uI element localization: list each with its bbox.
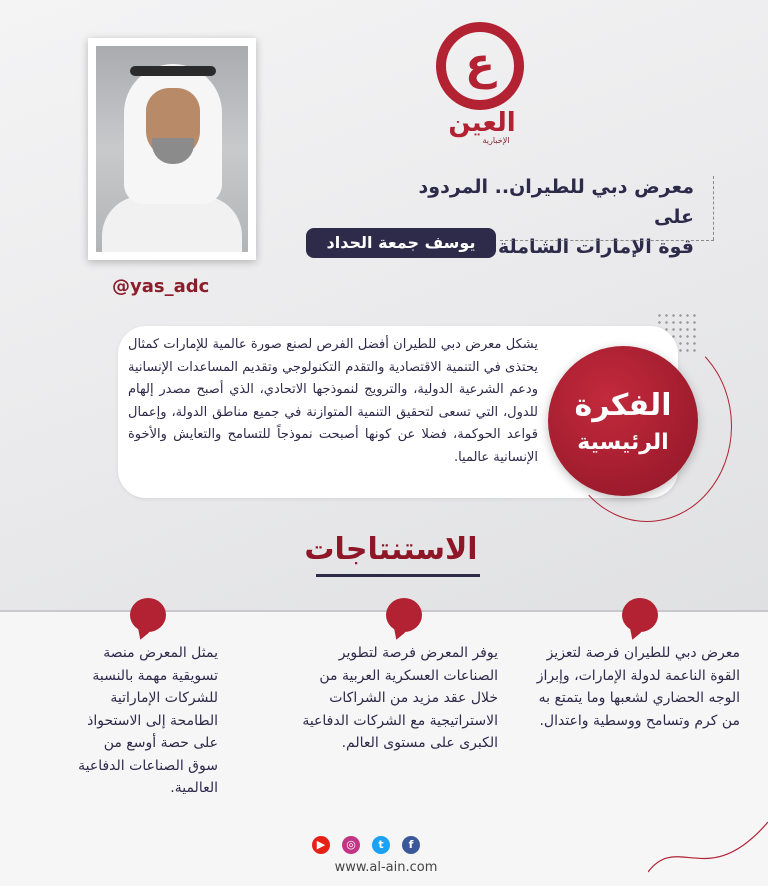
author-handle[interactable]: @yas_adc <box>112 276 210 297</box>
conclusion-item: يوفر المعرض فرصة لتطوير الصناعات العسكرية العربية من خلال عقد مزيد من الشراكات الاستراتيجية مع الشركات الدفاعية الكبرى على مستوى العالم. <box>302 645 498 751</box>
brand-tagline: الإخبارية <box>482 136 510 145</box>
twitter-icon[interactable]: t <box>372 836 390 854</box>
title-line-1: معرض دبي للطيران.. المردود على <box>418 176 694 228</box>
conclusion-item: معرض دبي للطيران فرصة لتعزيز القوة الناعمة لدولة الإمارات، وإبراز الوجه الحضاري لشعبها وما يتمتع به من كرم وتسامح ووسطية واعتدال. <box>536 645 740 729</box>
decorative-curve <box>648 812 768 882</box>
main-idea-label: الرئيسية <box>577 430 669 455</box>
speech-bubble-icon <box>622 598 658 632</box>
dotted-divider <box>500 240 714 241</box>
main-idea-label: الفكرة <box>574 388 672 423</box>
conclusion-item: يمثل المعرض منصة تسويقية مهمة بالنسبة للشركات الإماراتية الطامحة إلى الاستحواذ على حصة أوسع من سوق الصناعات الدفاعية العالمية. <box>78 645 218 796</box>
speech-bubble-icon <box>386 598 422 632</box>
author-name-badge: يوسف جمعة الحداد <box>306 228 496 258</box>
brand-logo <box>436 22 524 110</box>
title-line-2: قوة الإمارات الشاملة <box>497 236 694 258</box>
title-underline <box>316 574 480 577</box>
dotted-divider <box>713 176 714 240</box>
speech-bubble-icon <box>130 598 166 632</box>
youtube-icon[interactable]: ▶ <box>312 836 330 854</box>
facebook-icon[interactable]: f <box>402 836 420 854</box>
main-idea-text: يشكل معرض دبي للطيران أفضل الفرص لصنع صورة عالمية للإمارات كمثال يحتذى في التنمية الاقتصادية والتقدم التكنولوجي وتقديم المساعدات الإنسانية ودعم الشرعية الدولية، والترويج لنموذجها الاتحادي، الذي أصبح مصدر إلهام للدول، التي تسعى لتحقيق التنمية المتوازنة في جميع مناطق الدولة، وإعمال قواعد الحوكمة، فضلا عن كونها أصبحت نموذجاً للتسامح والتعايش والأخوة الإنسانية عالميا. <box>128 337 538 465</box>
website-link[interactable]: www.al-ain.com <box>334 860 438 875</box>
brand-name: العين <box>448 108 516 138</box>
logo-glyph: ع <box>464 39 496 90</box>
author-portrait <box>96 46 248 252</box>
conclusions-title: الاستنتاجات <box>304 532 478 567</box>
instagram-icon[interactable]: ◎ <box>342 836 360 854</box>
